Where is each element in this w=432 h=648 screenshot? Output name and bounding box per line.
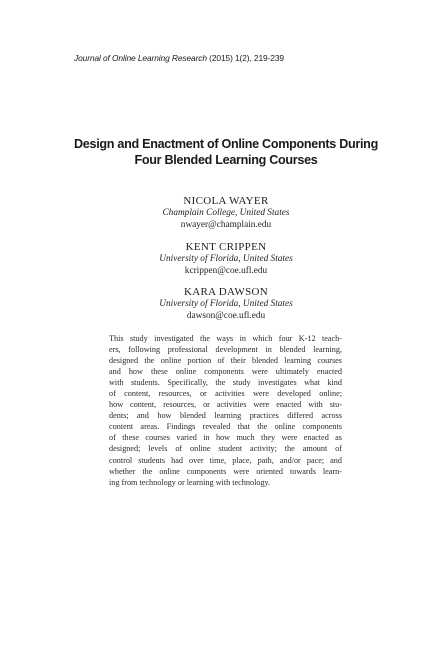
abstract-line: dents; and how blended learning practices differed across: [109, 411, 342, 421]
abstract-line: control students had over time, place, path, and/or pace; and: [109, 455, 342, 465]
abstract-line: ing from technology or learning with technology.: [109, 477, 271, 487]
author-email[interactable]: dawson@coe.ufl.edu: [186, 310, 266, 321]
abstract-line: designed the online portion of their blended learning courses: [109, 356, 342, 366]
paper-title-line-1: Design and Enactment of Online Components During: [74, 137, 378, 151]
paper-title-line-2: Four Blended Learning Courses: [134, 153, 318, 167]
author-name: NICOLA WAYER: [183, 195, 269, 207]
author-affiliation: Champlain College, United States: [162, 208, 290, 218]
author-block: [100, 195, 352, 231]
abstract-line: content areas. Findings revealed that the online components: [109, 422, 342, 432]
abstract: [109, 333, 342, 488]
journal-citation: (2015) 1(2), 219-239: [206, 53, 284, 63]
abstract-line: and how these online components were ultimately enacted: [109, 367, 342, 377]
author-name: KARA DAWSON: [183, 286, 268, 298]
author-email[interactable]: nwayer@champlain.edu: [180, 219, 272, 230]
abstract-line: ers, following professional development in blended learning,: [109, 345, 342, 355]
journal-name: Journal of Online Learning Research: [74, 53, 207, 63]
author-email[interactable]: kcrippen@coe.ufl.edu: [184, 265, 268, 276]
abstract-line: of content, resources, or activities were developed online;: [109, 389, 342, 399]
author-name: KENT CRIPPEN: [185, 241, 267, 253]
author-affiliation: University of Florida, United States: [159, 299, 293, 309]
abstract-line: This study investigated the ways in which four K-12 teach-: [109, 334, 342, 343]
abstract-line: whether the online components were oriented towards learn-: [109, 466, 342, 476]
abstract-line: with students. Specifically, the study investigates what kind: [109, 378, 342, 388]
author-block: [100, 241, 352, 277]
journal-header: [74, 53, 284, 63]
abstract-line: how content, resources, or activities were enacted with stu-: [109, 400, 342, 410]
author-affiliation: University of Florida, United States: [159, 254, 293, 264]
abstract-line: of these courses varied in how much they were enacted as: [109, 433, 342, 443]
abstract-line: designed; levels of online student activity; the amount of: [109, 444, 342, 454]
author-block: [100, 286, 352, 322]
paper-title: [40, 136, 412, 168]
